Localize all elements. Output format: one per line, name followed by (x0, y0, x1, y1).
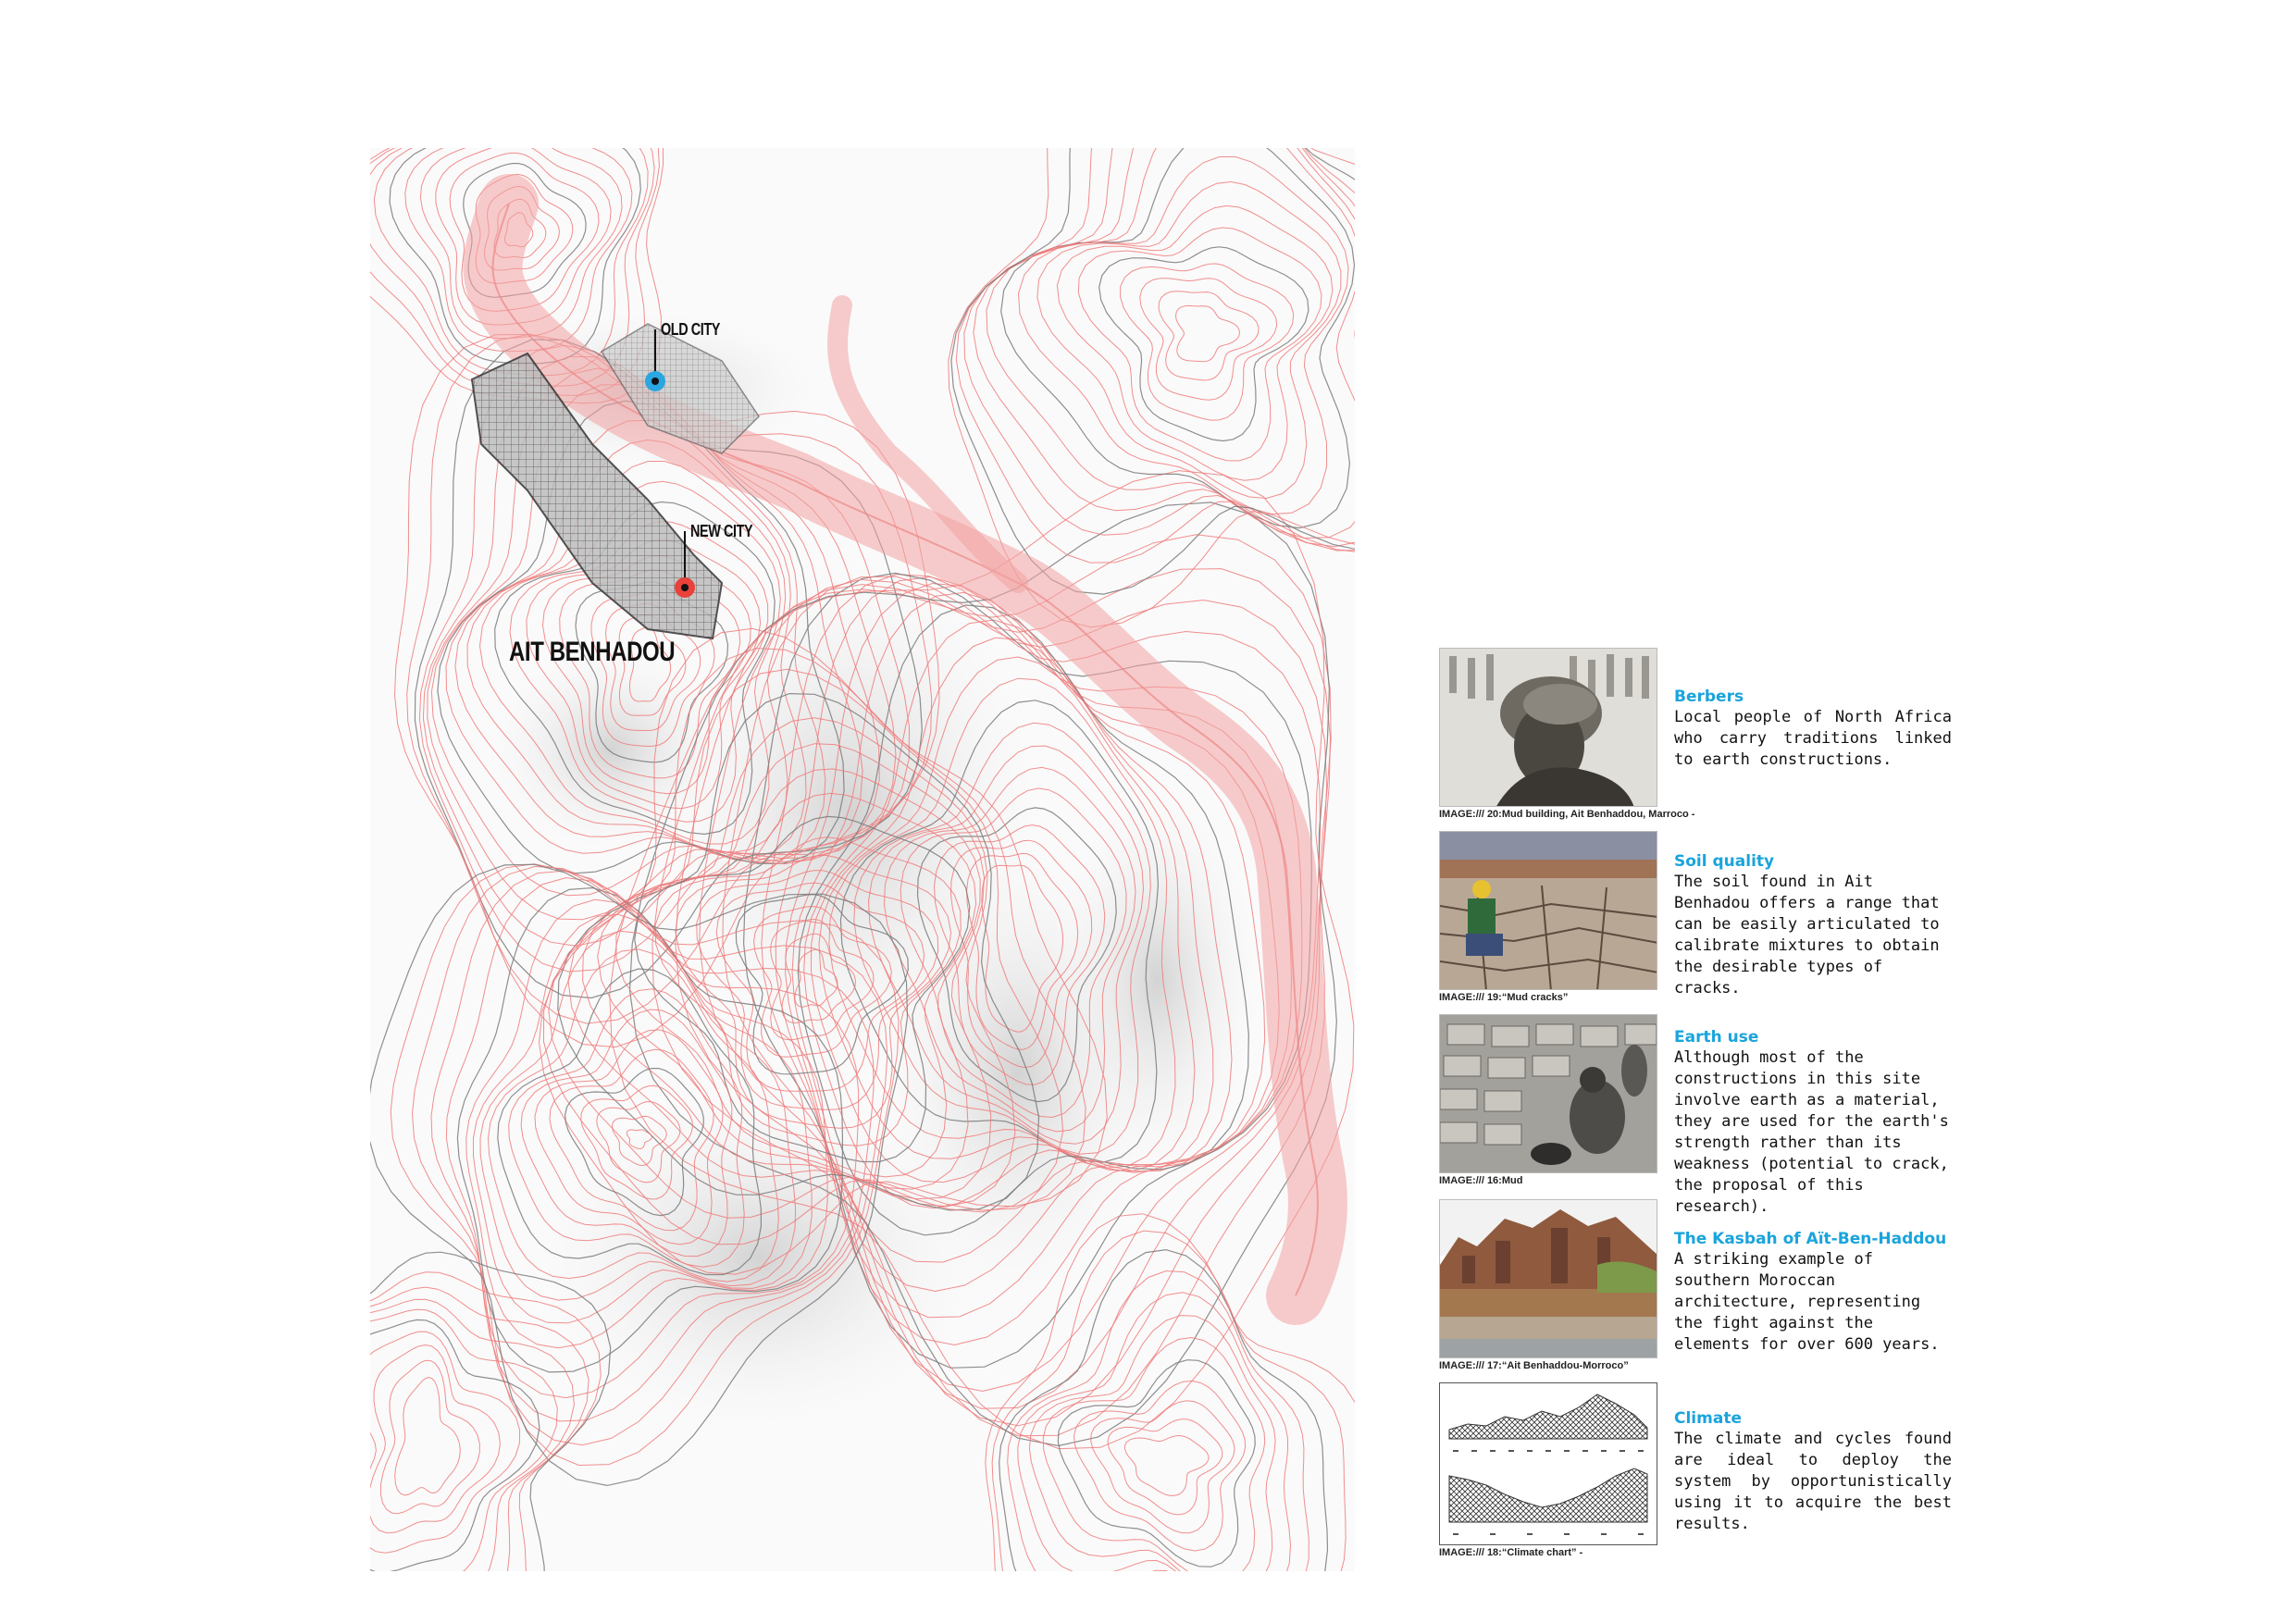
kasbah-photo (1439, 1199, 1657, 1358)
new-city-label: NEW CITY (690, 522, 753, 540)
old-city-marker-center (652, 378, 659, 385)
card-berbers (1439, 648, 1957, 824)
contour-line (370, 1319, 540, 1571)
contour-line (1029, 1316, 1275, 1571)
contour-line (1057, 205, 1333, 480)
hillshade-area (518, 1073, 999, 1443)
terrain-drawing (370, 148, 1355, 1571)
contour-line (1099, 247, 1309, 441)
mud-cracks-photo-art (1440, 832, 1657, 990)
image-caption: IMAGE:/// 18:“Climate chart” - (1439, 1547, 1583, 1558)
card-earth-use (1439, 1014, 1957, 1216)
card-body: The soil found in Ait Benhadou offers a range that can be easily articulated to calibrate mixtures to obtain the desirable types of cracks. (1674, 873, 1940, 997)
mud-bricks-photo (1439, 1014, 1657, 1173)
contour-line (1037, 182, 1341, 499)
contour-line (1074, 1381, 1246, 1551)
card-title: Berbers (1674, 688, 1744, 706)
contour-line (1140, 279, 1277, 401)
mud-bricks-photo-art (1440, 1015, 1657, 1173)
contour-line (964, 148, 1355, 551)
topographic-map[interactable] (370, 148, 1355, 1571)
contour-line (370, 1309, 557, 1571)
card-title: The Kasbah of Aït-Ben-Haddou (1674, 1230, 1947, 1248)
card-body: The climate and cycles found are ideal to deploy the system by opportunistically using it to acquire the best results. (1674, 1430, 1952, 1533)
image-caption: IMAGE:/// 17:“Ait Benhaddou-Morroco” (1439, 1360, 1629, 1371)
contour-line (1091, 1401, 1235, 1533)
card-soil-quality (1439, 831, 1957, 1007)
card-title: Earth use (1674, 1028, 1759, 1047)
image-caption: IMAGE:/// 19:“Mud cracks” (1439, 992, 1569, 1003)
contour-line (1176, 305, 1240, 361)
portrait-photo-art (1440, 649, 1657, 807)
card-body: Local people of North Africa who carry traditions linked to earth constructions. (1674, 708, 1952, 769)
contour-line (974, 148, 1355, 547)
kasbah-photo-art (1440, 1200, 1657, 1358)
hillshade-area (481, 638, 740, 861)
contour-line (987, 148, 1355, 538)
card-body: A striking example of southern Moroccan architecture, representing the fight against the elements for over 600 years. (1674, 1250, 1940, 1354)
contour-line (370, 1345, 500, 1533)
portrait-photo (1439, 648, 1657, 807)
card-kasbah (1439, 1199, 1957, 1375)
climate-chart-art (1440, 1383, 1657, 1544)
climate-chart (1439, 1382, 1657, 1545)
card-title: Climate (1674, 1409, 1742, 1428)
card-body: Although most of the constructions in this site involve earth as a material, they are used for the earth's strength rather than its weakness (potential to crack, the proposal of this research). (1674, 1048, 1949, 1216)
card-climate (1439, 1382, 1957, 1567)
hillshade-area (1046, 777, 1268, 1184)
contour-line (395, 1378, 461, 1495)
contour-line (380, 1360, 479, 1513)
card-title: Soil quality (1674, 852, 1775, 871)
contour-line (1008, 1271, 1309, 1572)
image-caption: IMAGE:/// 20:Mud building, Ait Benhaddou, Marroco - (1439, 809, 1695, 820)
place-title: AIT BENHADOU (509, 637, 676, 667)
mud-cracks-photo (1439, 831, 1657, 990)
new-city-marker-center (681, 584, 689, 591)
old-city-label: OLD CITY (661, 320, 720, 339)
contour-line (1125, 1436, 1210, 1496)
contour-line (956, 148, 1355, 563)
image-caption: IMAGE:/// 16:Mud (1439, 1175, 1523, 1186)
